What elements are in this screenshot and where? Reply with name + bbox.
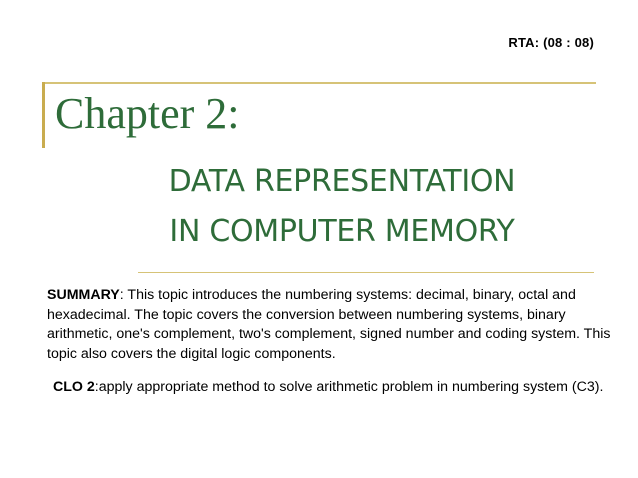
clo-label: CLO 2	[53, 379, 95, 395]
rta-label: RTA: (08 : 08)	[508, 35, 594, 50]
clo-paragraph	[53, 378, 613, 398]
title-left-rule	[42, 82, 45, 148]
clo-text: :apply appropriate method to solve arithmetic problem in numbering system (C3).	[94, 379, 604, 395]
chapter-title: Chapter 2:	[55, 89, 240, 138]
summary-label: SUMMARY	[47, 287, 120, 303]
subtitle-line-2: IN COMPUTER MEMORY	[169, 214, 515, 249]
summary-paragraph	[47, 286, 627, 364]
summary-text: : This topic introduces the numbering systems: decimal, binary, octal and hexadecimal. The topic covers the conversion between numbering systems, binary arithmetic, one's complement, two's complement, signed number and coding system. This topic also covers the digital logic components.	[47, 287, 611, 362]
title-top-rule	[42, 82, 596, 84]
subtitle-rule	[138, 272, 594, 273]
subtitle-line-1: DATA REPRESENTATION	[168, 164, 516, 199]
